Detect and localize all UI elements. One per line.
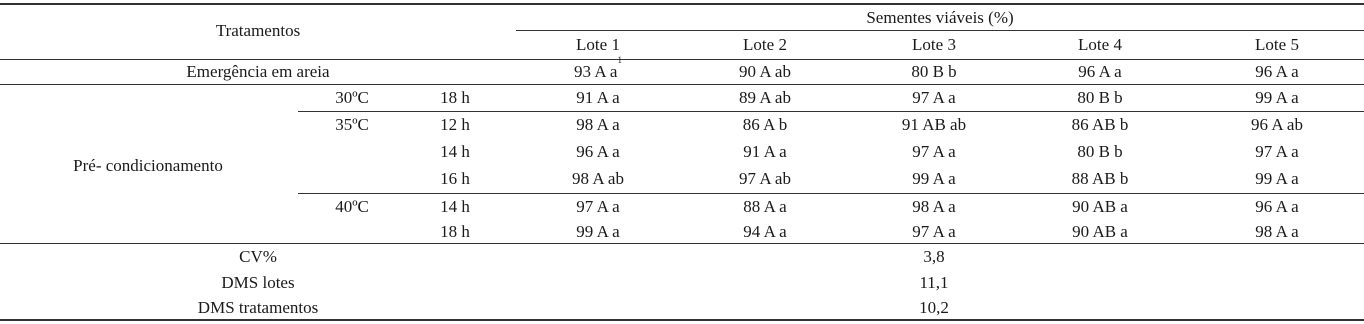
table-cell: 96 A ab: [1251, 115, 1303, 134]
lot-3-header: Lote 3: [912, 35, 956, 54]
lots-group-underline: [516, 30, 1364, 31]
treatments-header: Tratamentos: [215, 21, 301, 40]
table-cell: 90 AB a: [1072, 197, 1128, 216]
table-cell: 88 AB b: [1071, 169, 1129, 188]
sand-lot-2-cell: 90 A ab: [739, 62, 791, 81]
table-cell: 91 AB ab: [901, 115, 967, 134]
time-label: 18 h: [440, 222, 470, 241]
table-cell: 98 A a: [576, 115, 620, 134]
table-cell: 97 A a: [912, 142, 956, 161]
time-label: 18 h: [440, 88, 470, 107]
time-label: 16 h: [440, 169, 470, 188]
table-cell: 97 A ab: [739, 169, 791, 188]
sand-lot-3-cell: 80 B b: [911, 62, 957, 81]
table-cell: 90 AB a: [1072, 222, 1128, 241]
table-cell: 88 A a: [743, 197, 787, 216]
lot-1-header: Lote 1: [576, 35, 620, 54]
table-cell: 91 A a: [743, 142, 787, 161]
table-bottom-rule: [0, 319, 1364, 321]
table-cell: 80 B b: [1077, 88, 1123, 107]
header-bottom-rule: [0, 59, 1364, 60]
temp-35-bottom-rule: [298, 193, 1364, 194]
cv-label: CV%: [239, 247, 277, 266]
table-cell: 91 A a: [576, 88, 620, 107]
table-cell: 86 A b: [742, 115, 788, 134]
footnote-mark: 1: [617, 55, 622, 66]
table-cell: 99 A a: [1255, 88, 1299, 107]
table-cell: 89 A ab: [739, 88, 791, 107]
dms-treatments-label: DMS tratamentos: [197, 298, 319, 317]
precond-label: Pré- condicionamento: [73, 156, 223, 175]
temp-label: 30ºC: [335, 88, 369, 107]
dms-treatments-value: 10,2: [919, 298, 949, 317]
sand-lot-1-cell: 93 A $a^1$: [574, 55, 622, 81]
temp-label: 40ºC: [335, 197, 369, 216]
table-cell: 99 A a: [576, 222, 620, 241]
time-label: 12 h: [440, 115, 470, 134]
table-cell: 97 A a: [912, 88, 956, 107]
table-cell: 97 A a: [576, 197, 620, 216]
lot-5-header: Lote 5: [1255, 35, 1299, 54]
table-cell: 96 A a: [576, 142, 620, 161]
precond-bottom-rule: [0, 243, 1364, 244]
table-cell: 96 A a: [1255, 197, 1299, 216]
table-cell: 99 A a: [1255, 169, 1299, 188]
table-cell: 80 B b: [1077, 142, 1123, 161]
sand-lot-5-cell: 96 A a: [1255, 62, 1299, 81]
lot-2-header: Lote 2: [743, 35, 787, 54]
dms-lots-value: 11,1: [919, 273, 949, 292]
lot-4-header: Lote 4: [1078, 35, 1122, 54]
table-cell: 98 A a: [912, 197, 956, 216]
sand-lot-4-cell: 96 A a: [1078, 62, 1122, 81]
table-cell: 97 A a: [1255, 142, 1299, 161]
table-cell: 98 A a: [1255, 222, 1299, 241]
temp-label: 35ºC: [335, 115, 369, 134]
dms-lots-label: DMS lotes: [221, 273, 295, 292]
cv-value: 3,8: [923, 247, 945, 266]
table-cell: 99 A a: [912, 169, 956, 188]
table-cell: 98 A ab: [572, 169, 624, 188]
sand-row-bottom-rule: [0, 84, 1364, 85]
table-cell: 97 A a: [912, 222, 956, 241]
table-cell: 86 AB b: [1071, 115, 1129, 134]
viable-seeds-header: Sementes viáveis (%): [866, 8, 1014, 27]
table-cell: 94 A a: [743, 222, 787, 241]
sand-emergence-label: Emergência em areia: [186, 62, 330, 81]
time-label: 14 h: [440, 197, 470, 216]
table-top-rule: [0, 3, 1364, 5]
time-label: 14 h: [440, 142, 470, 161]
temp-30-bottom-rule: [298, 111, 1364, 112]
